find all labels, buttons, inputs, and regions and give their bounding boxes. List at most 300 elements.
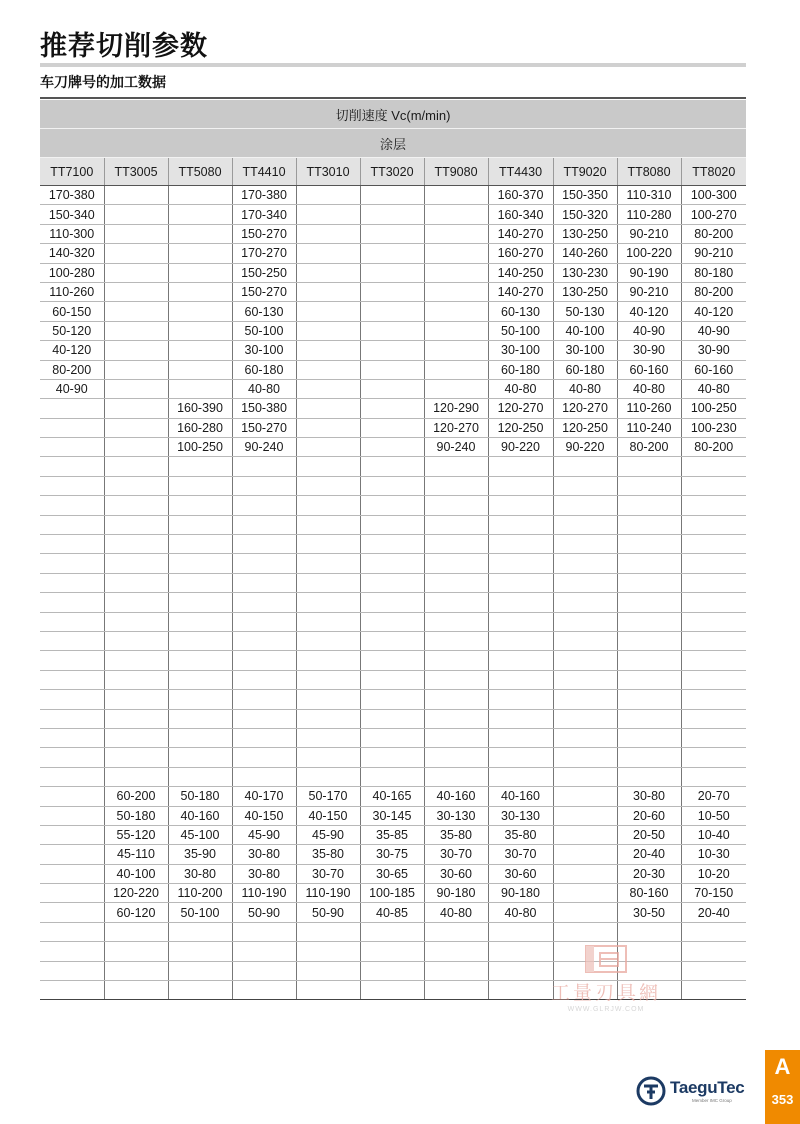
table-cell: 150-250 — [232, 263, 296, 282]
table-cell: 150-380 — [232, 399, 296, 418]
table-cell: 30-60 — [424, 864, 488, 883]
table-cell — [360, 418, 424, 437]
table-cell: 30-90 — [681, 341, 746, 360]
table-cell — [360, 302, 424, 321]
table-cell — [40, 728, 104, 747]
table-cell — [424, 748, 488, 767]
table-cell — [553, 845, 617, 864]
table-cell: 10-20 — [681, 864, 746, 883]
table-cell — [360, 709, 424, 728]
table-cell: 120-270 — [424, 418, 488, 437]
table-cell — [40, 457, 104, 476]
table-cell: 110-200 — [168, 884, 232, 903]
table-cell: 45-110 — [104, 845, 168, 864]
table-cell — [681, 961, 746, 980]
table-cell: 20-40 — [681, 903, 746, 922]
table-cell: 110-190 — [296, 884, 360, 903]
table-cell: 150-320 — [553, 205, 617, 224]
table-cell — [360, 457, 424, 476]
table-cell: 50-130 — [553, 302, 617, 321]
grade-header: TT9080 — [424, 158, 488, 186]
table-cell — [681, 670, 746, 689]
table-cell — [296, 418, 360, 437]
table-cell — [296, 205, 360, 224]
table-cell: 10-50 — [681, 806, 746, 825]
table-cell — [617, 922, 681, 941]
table-cell — [424, 515, 488, 534]
table-row — [40, 670, 746, 689]
table-cell — [360, 981, 424, 1000]
table-cell: 40-80 — [553, 379, 617, 398]
table-cell — [360, 670, 424, 689]
table-cell — [681, 748, 746, 767]
table-cell — [168, 981, 232, 1000]
table-cell — [488, 593, 553, 612]
table-cell: 100-270 — [681, 205, 746, 224]
table-cell: 40-150 — [296, 806, 360, 825]
table-cell: 30-50 — [617, 903, 681, 922]
table-cell — [168, 379, 232, 398]
grade-header: TT3005 — [104, 158, 168, 186]
table-cell — [424, 922, 488, 941]
table-cell — [232, 961, 296, 980]
table-cell — [168, 767, 232, 786]
table-cell: 35-80 — [424, 825, 488, 844]
table-cell — [488, 554, 553, 573]
table-cell: 40-160 — [488, 787, 553, 806]
title-rule — [40, 63, 746, 67]
table-cell — [488, 728, 553, 747]
table-cell: 35-85 — [360, 825, 424, 844]
table-row — [40, 709, 746, 728]
table-cell — [104, 535, 168, 554]
table-cell: 100-185 — [360, 884, 424, 903]
table-cell — [232, 515, 296, 534]
table-cell — [168, 593, 232, 612]
table-cell — [553, 593, 617, 612]
grade-header: TT5080 — [168, 158, 232, 186]
table-cell — [424, 186, 488, 205]
table-cell — [232, 573, 296, 592]
table-cell — [424, 321, 488, 340]
table-cell: 120-270 — [553, 399, 617, 418]
table-cell — [104, 205, 168, 224]
table-cell: 160-270 — [488, 244, 553, 263]
table-cell — [360, 535, 424, 554]
brand-tagline: Member IMC Group — [692, 1098, 732, 1103]
table-cell: 30-75 — [360, 845, 424, 864]
table-cell: 60-180 — [232, 360, 296, 379]
table-cell — [424, 631, 488, 650]
table-cell — [104, 612, 168, 631]
table-cell — [168, 263, 232, 282]
table-cell — [40, 709, 104, 728]
table-cell — [40, 496, 104, 515]
table-cell — [424, 224, 488, 243]
table-row — [40, 554, 746, 573]
table-cell: 80-180 — [681, 263, 746, 282]
table-row — [40, 399, 746, 418]
table-cell — [168, 631, 232, 650]
table-cell: 35-90 — [168, 845, 232, 864]
taegutec-emblem-icon — [636, 1076, 666, 1106]
table-cell: 160-340 — [488, 205, 553, 224]
table-row — [40, 864, 746, 883]
table-cell — [360, 690, 424, 709]
table-cell — [40, 981, 104, 1000]
table-cell — [40, 438, 104, 457]
coating-header: 涂层 — [40, 129, 746, 158]
table-cell — [40, 631, 104, 650]
table-row — [40, 205, 746, 224]
table-cell: 150-270 — [232, 418, 296, 437]
table-cell — [296, 728, 360, 747]
table-cell — [104, 670, 168, 689]
table-cell — [232, 942, 296, 961]
table-cell — [232, 554, 296, 573]
table-cell: 20-70 — [681, 787, 746, 806]
table-cell: 40-150 — [232, 806, 296, 825]
table-cell: 160-370 — [488, 186, 553, 205]
table-cell: 60-160 — [617, 360, 681, 379]
table-cell — [168, 341, 232, 360]
table-cell: 110-260 — [617, 399, 681, 418]
table-cell: 30-70 — [424, 845, 488, 864]
table-cell — [232, 728, 296, 747]
table-cell — [681, 457, 746, 476]
table-cell — [681, 612, 746, 631]
table-cell: 130-250 — [553, 224, 617, 243]
table-cell — [232, 922, 296, 941]
table-cell — [424, 573, 488, 592]
table-row — [40, 825, 746, 844]
table-cell — [104, 767, 168, 786]
table-cell — [360, 922, 424, 941]
table-cell: 40-90 — [40, 379, 104, 398]
table-cell — [681, 690, 746, 709]
table-cell: 160-390 — [168, 399, 232, 418]
table-row — [40, 379, 746, 398]
table-cell — [296, 612, 360, 631]
table-cell — [617, 670, 681, 689]
table-cell — [40, 399, 104, 418]
table-cell: 110-300 — [40, 224, 104, 243]
table-cell — [424, 709, 488, 728]
table-cell — [168, 612, 232, 631]
table-cell — [296, 942, 360, 961]
table-cell: 30-80 — [232, 864, 296, 883]
table-cell — [104, 728, 168, 747]
table-cell — [488, 631, 553, 650]
table-cell — [168, 360, 232, 379]
table-cell: 30-60 — [488, 864, 553, 883]
table-cell — [681, 554, 746, 573]
brand-name: TaeguTec — [670, 1078, 745, 1097]
table-cell: 40-120 — [617, 302, 681, 321]
table-cell — [424, 476, 488, 495]
table-cell — [424, 360, 488, 379]
table-cell — [168, 282, 232, 301]
table-cell: 30-100 — [553, 341, 617, 360]
table-cell — [360, 224, 424, 243]
table-row — [40, 244, 746, 263]
grade-header: TT4410 — [232, 158, 296, 186]
table-cell — [360, 961, 424, 980]
table-cell — [488, 476, 553, 495]
table-cell — [296, 457, 360, 476]
table-row — [40, 728, 746, 747]
table-cell: 60-180 — [553, 360, 617, 379]
grade-header: TT8080 — [617, 158, 681, 186]
table-cell — [424, 263, 488, 282]
table-cell — [168, 496, 232, 515]
table-row — [40, 515, 746, 534]
table-cell — [553, 903, 617, 922]
cutting-data-table — [40, 100, 746, 1000]
table-cell — [360, 612, 424, 631]
table-cell — [488, 690, 553, 709]
table-cell — [104, 457, 168, 476]
table-cell — [424, 593, 488, 612]
table-cell: 120-270 — [488, 399, 553, 418]
table-row — [40, 496, 746, 515]
table-cell — [40, 535, 104, 554]
table-cell — [424, 961, 488, 980]
table-cell: 45-90 — [232, 825, 296, 844]
grade-header-row — [40, 158, 746, 186]
table-cell — [40, 554, 104, 573]
table-cell — [553, 631, 617, 650]
table-cell: 100-220 — [617, 244, 681, 263]
table-cell: 50-100 — [232, 321, 296, 340]
table-cell: 90-180 — [488, 884, 553, 903]
table-cell — [104, 651, 168, 670]
table-cell — [617, 515, 681, 534]
table-cell: 40-100 — [104, 864, 168, 883]
table-cell: 60-120 — [104, 903, 168, 922]
table-cell — [168, 709, 232, 728]
table-cell: 40-160 — [424, 787, 488, 806]
table-cell — [360, 593, 424, 612]
table-cell — [360, 244, 424, 263]
table-cell: 30-100 — [488, 341, 553, 360]
table-cell — [296, 302, 360, 321]
table-cell: 90-220 — [553, 438, 617, 457]
table-cell: 90-240 — [424, 438, 488, 457]
table-cell — [104, 263, 168, 282]
table-cell: 130-250 — [553, 282, 617, 301]
table-cell — [617, 631, 681, 650]
table-cell: 90-180 — [424, 884, 488, 903]
table-cell — [360, 942, 424, 961]
table-cell — [104, 690, 168, 709]
table-cell — [296, 321, 360, 340]
table-cell — [168, 748, 232, 767]
table-cell: 50-170 — [296, 787, 360, 806]
table-cell — [40, 476, 104, 495]
table-cell: 110-310 — [617, 186, 681, 205]
table-cell — [232, 651, 296, 670]
table-cell: 150-350 — [553, 186, 617, 205]
table-cell — [40, 825, 104, 844]
table-cell — [360, 496, 424, 515]
table-cell — [40, 690, 104, 709]
table-cell — [104, 515, 168, 534]
table-cell — [360, 573, 424, 592]
table-cell — [232, 690, 296, 709]
table-cell — [617, 748, 681, 767]
table-cell: 40-85 — [360, 903, 424, 922]
table-cell — [553, 573, 617, 592]
table-cell: 170-380 — [232, 186, 296, 205]
table-cell — [553, 884, 617, 903]
table-cell: 30-90 — [617, 341, 681, 360]
table-cell — [360, 321, 424, 340]
table-cell — [40, 651, 104, 670]
table-cell — [488, 535, 553, 554]
table-row — [40, 360, 746, 379]
table-cell — [553, 670, 617, 689]
table-cell — [424, 690, 488, 709]
watermark-logo-icon — [584, 944, 628, 974]
table-cell — [681, 922, 746, 941]
table-cell — [296, 670, 360, 689]
table-row — [40, 806, 746, 825]
table-cell — [104, 981, 168, 1000]
table-cell — [40, 864, 104, 883]
table-cell — [424, 302, 488, 321]
table-cell — [360, 438, 424, 457]
table-cell — [104, 942, 168, 961]
table-cell — [168, 554, 232, 573]
table-cell — [168, 942, 232, 961]
table-cell — [553, 535, 617, 554]
table-cell — [553, 825, 617, 844]
table-cell: 150-340 — [40, 205, 104, 224]
table-cell — [681, 942, 746, 961]
table-cell — [360, 476, 424, 495]
table-cell — [296, 244, 360, 263]
table-row — [40, 302, 746, 321]
table-cell — [296, 224, 360, 243]
table-cell — [104, 554, 168, 573]
table-cell — [40, 767, 104, 786]
table-cell — [104, 399, 168, 418]
table-cell: 80-200 — [681, 438, 746, 457]
table-cell — [296, 748, 360, 767]
table-cell — [232, 476, 296, 495]
table-cell — [424, 670, 488, 689]
table-cell — [617, 476, 681, 495]
table-cell — [296, 341, 360, 360]
table-cell: 40-165 — [360, 787, 424, 806]
table-cell — [232, 767, 296, 786]
table-cell — [488, 709, 553, 728]
table-cell — [488, 515, 553, 534]
table-cell — [40, 418, 104, 437]
table-cell — [104, 748, 168, 767]
table-cell — [360, 728, 424, 747]
table-cell — [681, 631, 746, 650]
table-cell — [681, 709, 746, 728]
table-row — [40, 612, 746, 631]
table-cell — [424, 981, 488, 1000]
table-cell — [296, 360, 360, 379]
table-row — [40, 593, 746, 612]
table-cell — [168, 515, 232, 534]
table-cell: 90-240 — [232, 438, 296, 457]
table-cell: 40-160 — [168, 806, 232, 825]
table-cell — [296, 476, 360, 495]
table-cell: 70-150 — [681, 884, 746, 903]
table-cell — [104, 302, 168, 321]
table-cell — [232, 496, 296, 515]
cutting-speed-header: 切削速度 Vc(m/min) — [40, 100, 746, 129]
table-cell — [424, 612, 488, 631]
table-cell: 50-180 — [104, 806, 168, 825]
grade-header: TT3010 — [296, 158, 360, 186]
table-cell — [232, 670, 296, 689]
table-cell: 110-190 — [232, 884, 296, 903]
table-cell: 120-220 — [104, 884, 168, 903]
table-row — [40, 321, 746, 340]
table-cell: 90-210 — [617, 282, 681, 301]
table-cell: 100-280 — [40, 263, 104, 282]
table-cell — [104, 360, 168, 379]
table-cell: 50-120 — [40, 321, 104, 340]
table-cell — [617, 709, 681, 728]
table-cell — [104, 573, 168, 592]
table-cell — [681, 515, 746, 534]
table-cell — [40, 573, 104, 592]
table-cell — [553, 515, 617, 534]
table-cell — [488, 457, 553, 476]
table-cell — [40, 787, 104, 806]
table-cell — [553, 690, 617, 709]
table-cell — [360, 399, 424, 418]
table-cell — [168, 205, 232, 224]
table-cell — [168, 302, 232, 321]
table-cell: 40-90 — [617, 321, 681, 340]
table-cell: 30-65 — [360, 864, 424, 883]
table-cell — [681, 496, 746, 515]
table-cell — [232, 535, 296, 554]
table-cell — [296, 709, 360, 728]
table-cell — [296, 922, 360, 941]
table-cell — [553, 767, 617, 786]
table-cell: 100-250 — [681, 399, 746, 418]
table-cell — [360, 379, 424, 398]
table-cell: 110-260 — [40, 282, 104, 301]
section-letter: A — [774, 1054, 791, 1079]
table-cell: 80-200 — [617, 438, 681, 457]
table-cell — [104, 379, 168, 398]
section-subtitle: 车刀牌号的加工数据 — [40, 75, 166, 91]
table-cell — [104, 961, 168, 980]
table-cell — [104, 186, 168, 205]
table-cell — [360, 186, 424, 205]
table-cell — [40, 903, 104, 922]
table-cell: 40-90 — [681, 321, 746, 340]
table-cell — [296, 496, 360, 515]
table-cell: 120-250 — [488, 418, 553, 437]
table-cell: 130-230 — [553, 263, 617, 282]
page-tab — [765, 1050, 800, 1124]
table-cell — [40, 612, 104, 631]
brand-logo — [636, 1074, 756, 1110]
table-cell — [360, 360, 424, 379]
table-cell: 110-240 — [617, 418, 681, 437]
